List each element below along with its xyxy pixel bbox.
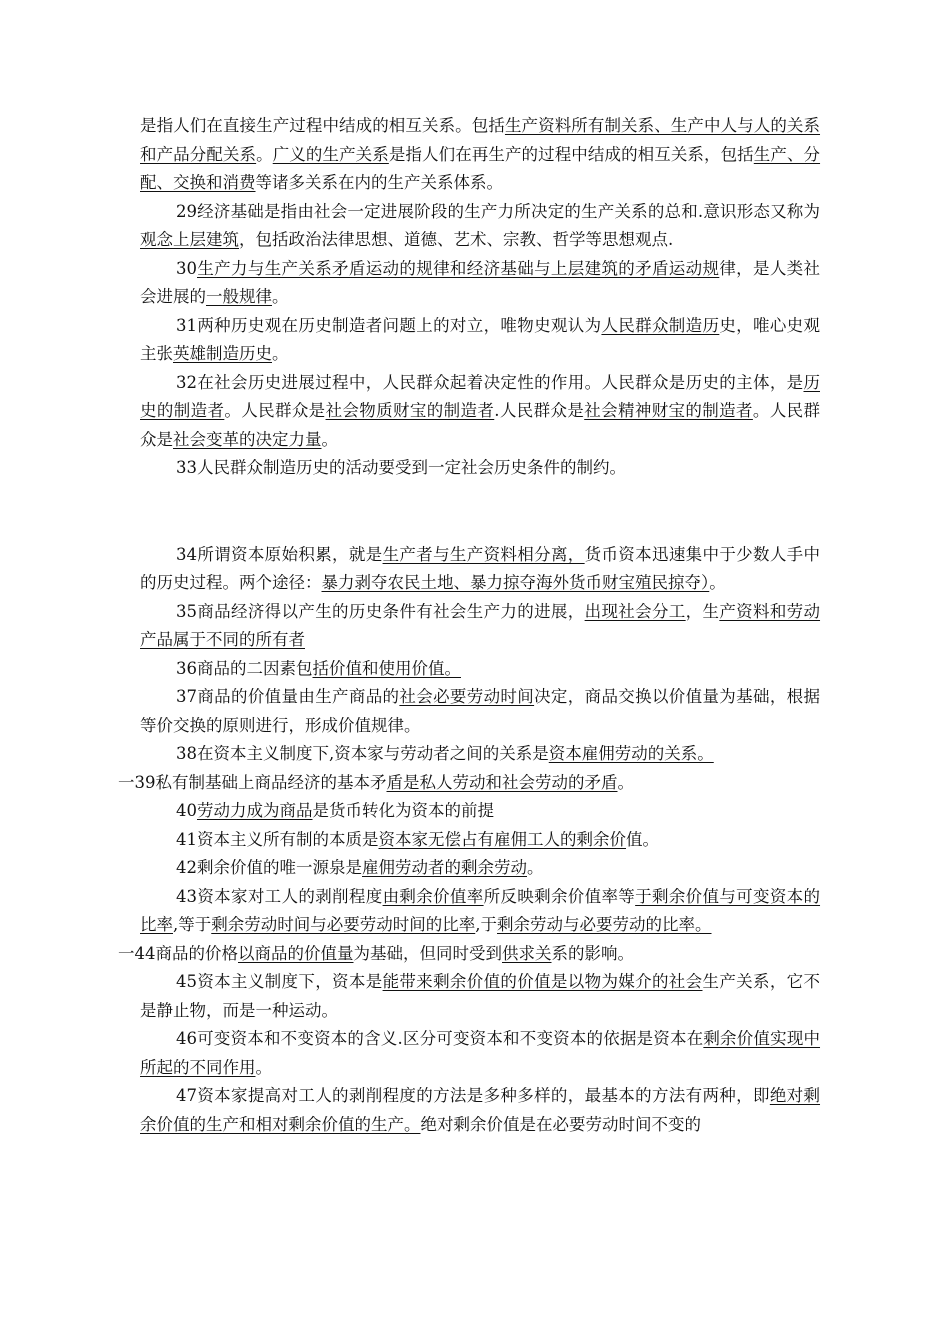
paragraph-p40 [140, 797, 820, 826]
underlined-term: 社会必要劳动时间 [399, 687, 535, 706]
underlined-term: 资本家无偿占有雇佣工人的剩余价 [378, 829, 626, 849]
underlined-term: 一般规律 [206, 287, 272, 306]
text-run: 为基础，但同时受到 [353, 943, 502, 963]
paragraph-p43 [140, 883, 820, 940]
paragraph-p42 [140, 854, 820, 883]
text-run: 47资本家提高对工人的剥削程度的方法是多种多样的，最基本的方法有两种，即 [176, 1086, 770, 1105]
paragraph-p30 [140, 255, 820, 312]
text-run: 。 [709, 573, 726, 592]
text-run: 33人民群众制造历史的活动要受到一定社会历史条件的制约。 [176, 458, 626, 477]
text-run: 一39私有制基础上商品经济的基本矛 [118, 772, 387, 792]
paragraph-p35 [140, 598, 820, 655]
paragraph-p44 [118, 940, 820, 969]
paragraph-p33 [140, 454, 820, 483]
paragraph-p45 [140, 968, 820, 1025]
text-run: 36商品的二因素包 [176, 658, 313, 678]
underlined-term: 社会精神财宝的制造者 [584, 401, 753, 420]
underlined-term: 人民群众制造历 [601, 315, 720, 335]
underlined-term: 社会变革的决定力量 [173, 429, 322, 449]
text-run: 律，是人类社会进展的 [140, 258, 821, 306]
text-run: ，生 [685, 601, 720, 621]
paragraph-p28-cont [140, 112, 820, 198]
underlined-term: 剩余劳动与必要劳动的比率。 [497, 915, 712, 934]
text-run: 。 [321, 429, 338, 449]
underlined-term: 括价值和使用价值。 [312, 658, 461, 678]
text-run: 。 [272, 287, 289, 306]
paragraph-p46 [140, 1025, 820, 1082]
paragraph-p34 [140, 541, 820, 598]
text-run: 。 [617, 772, 634, 792]
underlined-term: 以商品的价值量 [238, 943, 354, 963]
underlined-term: 英雄制造历史 [173, 344, 272, 363]
paragraph-p47 [140, 1082, 820, 1139]
underlined-term: 社会物质财宝的制造者 [325, 401, 495, 420]
text-run: 。人民群众是 [140, 401, 821, 449]
paragraph-p37 [140, 683, 820, 740]
underlined-term: 生产者与生产资料相分离， [382, 544, 585, 564]
underlined-term: 供求关 [502, 943, 552, 963]
text-run: 史，唯心史观主张 [140, 315, 821, 363]
text-run: 。 [256, 144, 273, 164]
document-page [118, 112, 821, 1139]
underlined-term: 资本雇佣劳动的关系。 [548, 744, 714, 763]
text-run: ,于 [475, 915, 497, 934]
paragraph-p32 [140, 369, 820, 455]
text-run: 46可变资本和不变资本的含义.区分可变资本和不变资本的依据是资本在 [176, 1029, 704, 1048]
paragraph-p29 [140, 198, 820, 255]
underlined-term: 产资料和劳动产品属于不同的所有者 [140, 601, 821, 649]
underlined-term: 雇佣劳动者的剩余劳动 [362, 858, 527, 877]
text-run: 系的影响。 [551, 943, 634, 963]
underlined-term: 绝对剩余价值的生产和相对剩余价值的生产。 [140, 1086, 821, 1134]
underlined-term: 由剩余价值率 [382, 886, 484, 906]
underlined-term: 观念上层建筑 [140, 230, 239, 249]
underlined-term: 历史的制造者 [140, 372, 820, 420]
text-run: 生产关系，它不是静止物，而是一种运动。 [140, 972, 821, 1020]
underlined-term: 生产、分配、交换和消费 [140, 144, 821, 192]
underlined-term: 剩余价值实现中所起的不同作用 [140, 1029, 821, 1077]
underlined-term: 出现社会分工 [584, 601, 686, 621]
text-run: 一44商品的价格 [118, 943, 238, 963]
underlined-term: 盾是私人劳动和社会劳动的矛盾 [386, 772, 618, 792]
text-run: 40 [176, 801, 197, 820]
text-run: 是指人们在直接生产过程中结成的相互关系。包括 [140, 116, 505, 135]
text-run: 绝对剩余价值是在必要劳动时间不变的 [420, 1114, 701, 1134]
paragraph-p38 [140, 740, 820, 769]
text-run: 43资本家对工人的剥削程度 [176, 886, 383, 906]
text-run: 32在社会历史进展过程中，人民群众起着决定性的作用。人民群众是历史的主体，是 [176, 372, 804, 392]
text-run: .人民群众是 [494, 401, 585, 420]
text-run: 41资本主义所有制的本质是 [176, 829, 379, 849]
text-run: 。人民群众是 [224, 401, 326, 420]
underlined-term: 劳动力成为商品 [197, 801, 313, 820]
text-run: 34所谓资本原始积累，就是 [176, 544, 383, 564]
text-run: 货币资本迅速集中于少数人手中的历史过程。两个途径： [140, 544, 821, 592]
text-run: 35商品经济得以产生的历史条件有社会生产力的进展， [176, 601, 585, 621]
paragraph-p39 [118, 769, 820, 798]
underlined-term: 于剩余价值与可变资本的比率 [140, 886, 821, 934]
text-run: ，包括政治法律思想、道德、艺术、宗教、哲学等思想观点. [239, 230, 674, 249]
text-run: 31两种历史观在历史制造者问题上的对立，唯物史观认为 [176, 315, 602, 335]
text-run: 是指人们在再生产的过程中结成的相互关系，包括 [388, 144, 754, 164]
underlined-term: 生产力与生产关系矛盾运动的规律和经济基础与上层建筑的矛盾运动规 [197, 258, 720, 278]
text-run: 。 [255, 1057, 272, 1077]
text-run: 37商品的价值量由生产商品的 [176, 687, 400, 706]
text-run: 30 [176, 258, 197, 278]
underlined-term: 能带来剩余价值的价值是以物为媒介的社会 [382, 972, 703, 991]
text-run: 42剩余价值的唯一源泉是 [176, 858, 362, 877]
text-run: 29经济基础是指由社会一定进展阶段的生产力所决定的生产关系的总和.意识形态又称为 [176, 201, 820, 221]
text-run: 45资本主义制度下，资本是 [176, 972, 383, 991]
paragraph-p36 [140, 655, 820, 684]
text-run: 38在资本主义制度下,资本家与劳动者之间的关系是 [176, 744, 549, 763]
paragraph-p31 [140, 312, 820, 369]
text-run: 所反映剩余价值率等 [483, 886, 636, 906]
text-run: 决定，商品交换以价值量为基础，根据等价交换的原则进行，形成价值规律。 [140, 687, 820, 735]
text-run: 值。 [626, 829, 659, 849]
text-run: 。 [272, 344, 289, 363]
text-run: 。 [527, 858, 544, 877]
text-run: 是货币转化为资本的前提 [312, 801, 494, 820]
text-run: 等诸多关系在内的生产关系体系。 [255, 173, 503, 192]
underlined-term: 暴力剥夺农民土地、暴力掠夺海外货币财宝殖民掠夺） [321, 573, 710, 592]
underlined-term: 生产资料所有制关系、生产中人与人的关系和产品分配关系 [140, 116, 821, 164]
underlined-term: 剩余劳动时间与必要劳动时间的比率 [211, 915, 476, 934]
paragraph-p41 [140, 826, 820, 855]
section-gap [140, 483, 820, 541]
text-run: ,等于 [173, 915, 212, 934]
underlined-term: 广义的生产关系 [272, 144, 389, 164]
